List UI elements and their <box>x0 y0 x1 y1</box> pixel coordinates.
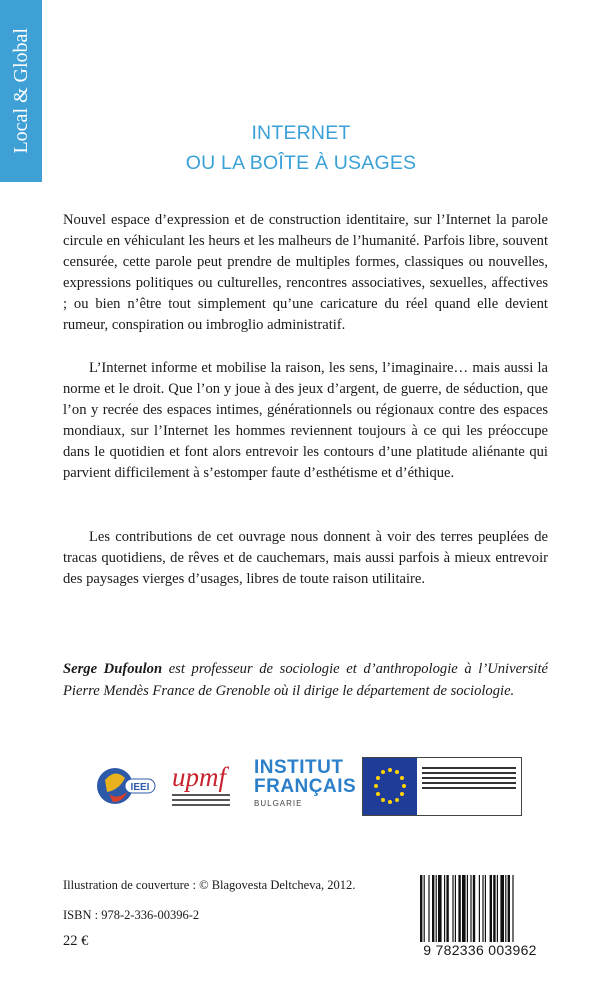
barcode-bar <box>470 875 471 945</box>
barcode-bar <box>497 875 498 945</box>
ieei-logo <box>95 760 157 812</box>
ieei-logo-text: IEEI <box>130 782 150 793</box>
book-title-line-2: OU LA BOÎTE À USAGES <box>185 152 417 174</box>
barcode-bar <box>444 875 445 945</box>
barcode-bar <box>467 875 468 945</box>
barcode-bar <box>452 875 453 945</box>
barcode-bar <box>462 875 466 945</box>
eu-flag-icon <box>363 758 417 815</box>
barcode-bar <box>505 875 506 945</box>
institut-francais-logo <box>254 757 357 810</box>
barcode-bar <box>432 875 434 945</box>
barcode-bar <box>428 875 429 945</box>
book-title-line-1: INTERNET <box>251 122 351 144</box>
barcode-digits: 9 782336 003962 <box>410 942 550 958</box>
description-paragraph-3: Les contributions de cet ouvrage nous donnent à voir des terres peuplées de tracas quotidiens, de rêves et de cauchemars, mais aussi parfois à mieux entrevoir des paysages vierges d’usages, libres de toute raison utilitaire. <box>63 529 548 588</box>
barcode-bar <box>420 875 422 945</box>
eu-flag-logo <box>362 757 522 816</box>
author-bio <box>63 658 548 702</box>
cover-illustration-credit: Illustration de couverture : © Blagovesta Deltcheva, 2012. <box>63 878 356 892</box>
upmf-logo <box>168 760 248 812</box>
barcode-bar <box>512 875 513 945</box>
isbn: ISBN : 978-2-336-00396-2 <box>63 908 200 922</box>
author-name: Serge Dufoulon <box>63 661 163 677</box>
institut-line: INSTITUT <box>254 757 344 778</box>
barcode-bar <box>473 875 475 945</box>
series-label: Local & Global <box>9 28 32 154</box>
barcode-bar <box>424 875 425 945</box>
barcode-bar <box>500 875 504 945</box>
barcode-bar <box>485 875 486 945</box>
barcode-bar <box>493 875 495 945</box>
barcode-bar <box>490 875 492 945</box>
francais-line: FRANÇAIS <box>254 776 357 797</box>
description-paragraph-2: L’Internet informe et mobilise la raison, les sens, l’imaginaire… mais aussi la norme et le droit. Que l’on y joue à des jeux d’argent, de guerre, de séduction, que l’on y recrée des espaces intimes, générationnels ou régionaux contre des espaces mondiaux, sur l’Internet les hommes reviennent toujours à ce qui les préoccupe dans le quotidien et font alors entrevoir les contours d’une platitude aliénante qui parvient difficilement à s’estomper faute d’esthétisme et d’éthique. <box>63 360 548 482</box>
description-paragraph-1: Nouvel espace d’expression et de construction identitaire, sur l’Internet la parole circule en véhiculant les heurs et les malheurs de l’humanité. Parfois libre, souvent censurée, cette parole peut prendre de multiples formes, classiques ou nouvelles, expressions politiques ou culturelles, rencontres associatives, sexuelles, affectives ; ou bien n’être tout simplement qu’une caricature du réel quand elle devient rumeur, conspiration ou imbroglio administratif. <box>63 212 548 334</box>
author-bio-text: est professeur de sociologie et d’anthropologie à l’Université Pierre Mendès France de Grenoble où il dirige le département de sociologie. <box>63 661 548 699</box>
upmf-logo-text: upmf <box>172 762 226 792</box>
price: 22 € <box>63 933 89 949</box>
barcode-bar <box>508 875 510 945</box>
barcode-bar <box>479 875 480 945</box>
bulgarie-line: BULGARIE <box>254 799 303 808</box>
barcode-bar <box>458 875 460 945</box>
barcode-bar <box>436 875 437 945</box>
barcode-bar <box>455 875 456 945</box>
barcode-bar <box>482 875 483 945</box>
barcode-bar <box>446 875 448 945</box>
barcode-bar <box>438 875 442 945</box>
